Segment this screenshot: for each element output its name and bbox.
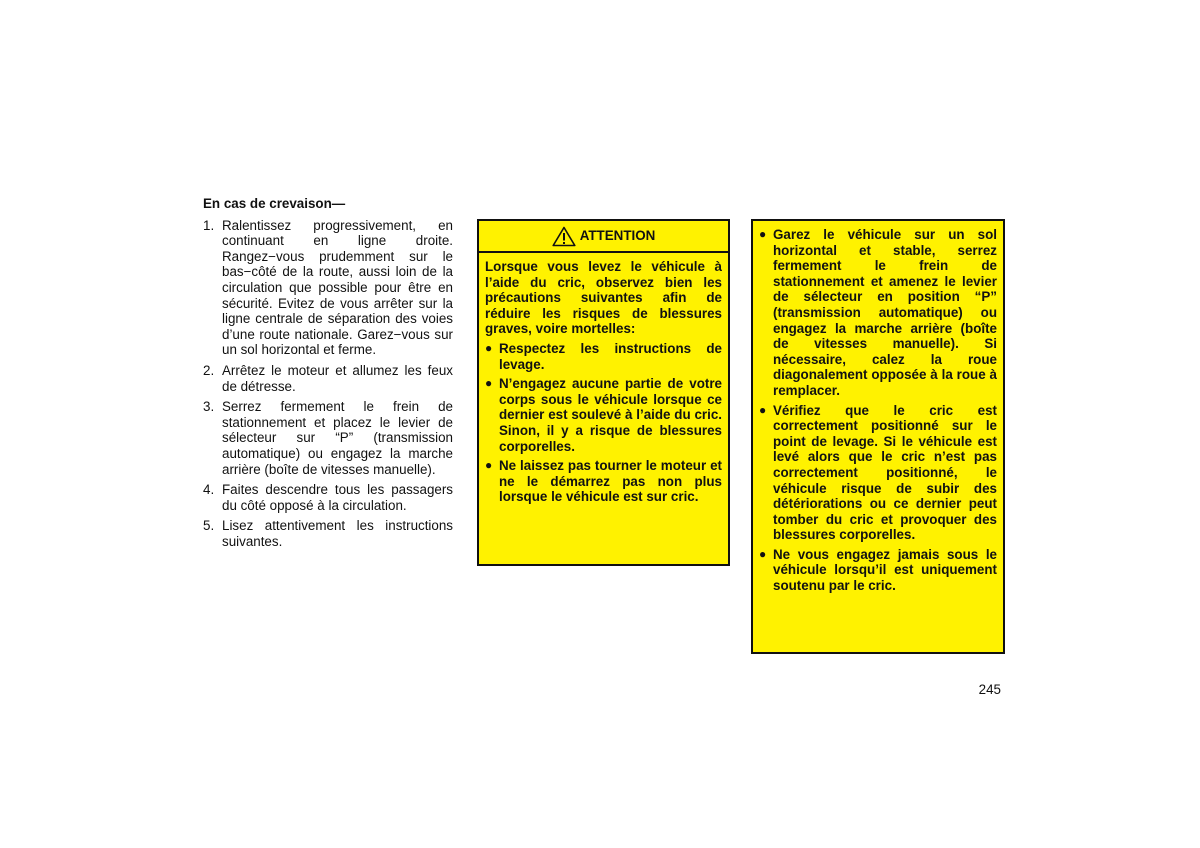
warning-item xyxy=(759,227,997,399)
step-text: Faites descendre tous les passagers du côté opposé à la circulation. xyxy=(222,482,453,513)
bullet-icon: ● xyxy=(485,340,493,355)
warning-body-continued xyxy=(753,221,1003,594)
warning-item-text: Ne vous engagez jamais sous le véhicule lorsqu’il est uniquement soutenu par le cric. xyxy=(773,546,997,594)
warning-item xyxy=(485,376,722,454)
step-item xyxy=(203,482,453,513)
step-number: 1. xyxy=(203,217,215,233)
step-item xyxy=(203,218,453,358)
step-number: 4. xyxy=(203,482,215,498)
warning-item-text: Garez le véhicule sur un sol horizontal et stable, serrez fermement le frein de stationnement et amenez le levier de sélecteur en position “P” (transmission automatique) ou engagez la marche arrière (boîte de vitesses manuelle). Si nécessaire, calez la roue diagonalement opposée à la roue à remplacer. xyxy=(773,227,997,398)
section-title: En cas de crevaison— xyxy=(203,196,346,211)
step-text: Ralentissez progressivement, en continuant en ligne droite. Rangez−vous prudemment sur le bas−côté de la route, aussi loin de la circulation que possible pour être en sécurité. Evitez de vous arrêter sur la ligne centrale de séparation des voies d’une route nationale. Garez−vous sur un sol horizontal et ferme. xyxy=(222,217,453,358)
warning-body xyxy=(479,253,728,505)
steps-list xyxy=(203,218,453,550)
step-item xyxy=(203,518,453,549)
instructions-column xyxy=(203,196,453,554)
step-text: Arrêtez le moteur et allumez les feux de détresse. xyxy=(222,362,453,394)
bullet-icon: ● xyxy=(759,227,767,241)
step-number: 5. xyxy=(203,518,215,534)
warning-item-text: Vérifiez que le cric est correctement positionné sur le point de levage. Si le véhicule est levé alors que le cric n’est pas correctement positionné, le véhicule risque de subir des détériorations ou ce dernier peut tomber du cric et provoquer des blessures corporelles. xyxy=(773,402,997,543)
bullet-icon: ● xyxy=(485,458,493,473)
step-text: Serrez fermement le frein de stationnement et placez le levier de sélecteur sur “P” (transmission automatique) ou engagez la marche arrière (boîte de vitesses manuelle). xyxy=(222,399,453,477)
page-number: 245 xyxy=(978,682,1001,697)
step-text: Lisez attentivement les instructions suivantes. xyxy=(222,518,453,549)
warning-item xyxy=(759,403,997,543)
warning-triangle-icon xyxy=(552,226,576,247)
warning-box-continued xyxy=(751,219,1005,654)
warning-item-text: Respectez les instructions de levage. xyxy=(499,340,722,372)
warning-intro: Lorsque vous levez le véhicule à l’aide du cric, observez bien les précautions suivantes afin de réduire les risques de blessures graves, voire mortelles: xyxy=(485,259,722,337)
step-item xyxy=(203,363,453,394)
warning-item xyxy=(485,458,722,505)
step-number: 3. xyxy=(203,399,215,415)
step-number: 2. xyxy=(203,362,215,378)
warning-list xyxy=(485,341,722,505)
step-item xyxy=(203,399,453,477)
bullet-icon: ● xyxy=(759,402,767,417)
warning-heading: ATTENTION xyxy=(579,228,656,244)
warning-box xyxy=(477,219,730,566)
warning-list-continued xyxy=(759,227,997,594)
bullet-icon: ● xyxy=(759,546,767,561)
bullet-icon: ● xyxy=(485,376,493,391)
warning-item xyxy=(759,547,997,594)
warning-item-text: N’engagez aucune partie de votre corps sous le véhicule lorsque ce dernier est soulevé à l’aide du cric. Sinon, il y a risque de blessures corporelles. xyxy=(499,376,722,454)
warning-item-text: Ne laissez pas tourner le moteur et ne le démarrez pas non plus lorsque le véhicule est sur cric. xyxy=(499,458,722,505)
warning-item xyxy=(485,341,722,372)
warning-header xyxy=(479,221,728,253)
